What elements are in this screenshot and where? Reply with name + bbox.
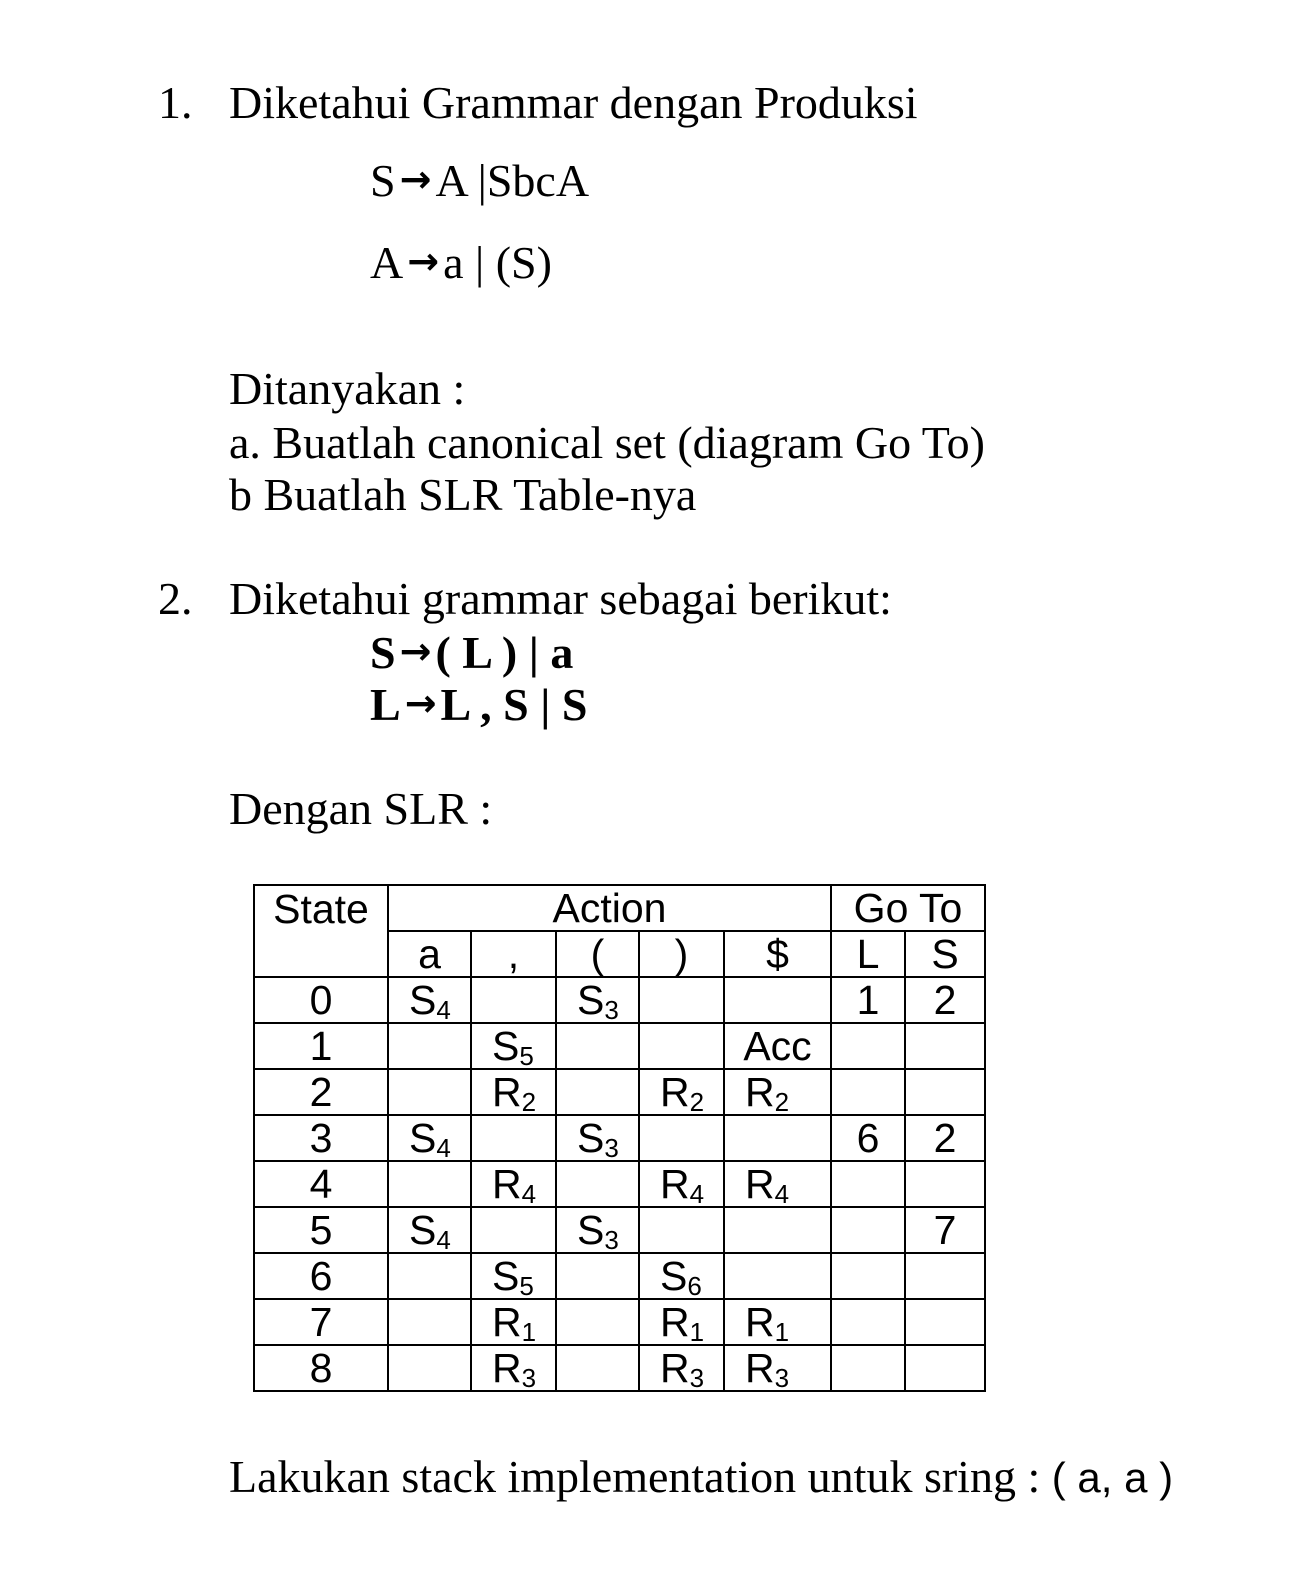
action-target: 1 (521, 1316, 537, 1347)
production-q1-1 (370, 155, 590, 206)
action-cell (471, 1115, 556, 1161)
table-row (254, 1069, 985, 1115)
production-q1-2 (370, 237, 552, 288)
action-cell (639, 1207, 724, 1253)
goto-cell: 7 (905, 1207, 985, 1253)
action-cell (639, 1115, 724, 1161)
action-type: R (492, 1298, 522, 1345)
action-cell (556, 1299, 639, 1345)
arrow-icon: → (404, 681, 437, 725)
action-target: 1 (689, 1316, 705, 1347)
action-cell (471, 1253, 556, 1299)
col-header-comma: , (471, 931, 556, 977)
action-target: 4 (774, 1178, 790, 1209)
action-cell (388, 1207, 471, 1253)
action-type: R (745, 1160, 775, 1207)
action-type: R (492, 1344, 522, 1391)
action-type: R (492, 1160, 522, 1207)
action-cell (556, 977, 639, 1023)
action-cell (724, 1069, 831, 1115)
action-cell (639, 1069, 724, 1115)
action-cell (556, 1023, 639, 1069)
slr-table (253, 884, 986, 1392)
production-rhs: ( L ) | a (435, 627, 574, 678)
question-2-number: 2. (158, 573, 193, 624)
action-cell (556, 1207, 639, 1253)
goto-cell (831, 1207, 905, 1253)
goto-cell (831, 1253, 905, 1299)
arrow-icon: → (407, 239, 440, 283)
action-target: 3 (774, 1362, 790, 1393)
goto-cell (831, 1299, 905, 1345)
action-cell (639, 1023, 724, 1069)
table-row (254, 1115, 985, 1161)
action-cell (724, 977, 831, 1023)
action-cell: Acc (724, 1023, 831, 1069)
goto-cell (905, 1161, 985, 1207)
goto-cell: 6 (831, 1115, 905, 1161)
table-row (254, 1345, 985, 1391)
state-cell: 3 (254, 1115, 388, 1161)
state-cell: 1 (254, 1023, 388, 1069)
header-state: State (254, 885, 388, 977)
table-row (254, 1207, 985, 1253)
table-row (254, 1253, 985, 1299)
table-row (254, 1023, 985, 1069)
production-rhs: a | (S) (443, 237, 552, 288)
production-lhs: A (370, 237, 404, 288)
action-type: S (577, 1114, 605, 1161)
action-cell (556, 1069, 639, 1115)
goto-cell: 1 (831, 977, 905, 1023)
action-type: S (577, 1206, 605, 1253)
action-cell (471, 1345, 556, 1391)
action-target: 1 (774, 1316, 790, 1347)
goto-cell (831, 1161, 905, 1207)
question-1-number: 1. (158, 77, 193, 128)
goto-cell (831, 1345, 905, 1391)
action-type: S (577, 976, 605, 1023)
action-type: R (492, 1068, 522, 1115)
goto-cell (905, 1023, 985, 1069)
action-type: S (492, 1022, 520, 1069)
action-cell (388, 1161, 471, 1207)
action-target: 3 (604, 994, 619, 1025)
action-cell (388, 1069, 471, 1115)
action-cell (556, 1253, 639, 1299)
action-cell (556, 1345, 639, 1391)
action-cell (388, 1023, 471, 1069)
col-header-dollar: $ (724, 931, 831, 977)
col-header-L: L (831, 931, 905, 977)
action-type: R (660, 1068, 690, 1115)
goto-cell: 2 (905, 1115, 985, 1161)
action-target: 5 (519, 1040, 534, 1071)
action-type: R (660, 1298, 690, 1345)
slr-label: Dengan SLR : (229, 783, 493, 834)
task-a: a. Buatlah canonical set (diagram Go To) (229, 417, 985, 468)
action-target: 5 (519, 1270, 534, 1301)
action-cell (724, 1115, 831, 1161)
action-cell (471, 1161, 556, 1207)
action-type: S (492, 1252, 520, 1299)
goto-cell (905, 1345, 985, 1391)
table-row (254, 977, 985, 1023)
action-target: 3 (604, 1132, 619, 1163)
table-row (254, 1299, 985, 1345)
action-target: 3 (521, 1362, 537, 1393)
production-lhs: S (370, 627, 396, 678)
production-lhs: L (370, 679, 401, 730)
action-type: R (660, 1344, 690, 1391)
action-target: 2 (689, 1086, 705, 1117)
state-cell: 6 (254, 1253, 388, 1299)
final-text: Lakukan stack implementation untuk sring : (229, 1451, 1052, 1502)
action-type: S (660, 1252, 688, 1299)
action-cell (556, 1161, 639, 1207)
action-cell (724, 1253, 831, 1299)
production-lhs: S (370, 155, 396, 206)
action-type: R (660, 1160, 690, 1207)
action-type: S (409, 1114, 437, 1161)
action-target: 3 (689, 1362, 705, 1393)
header-action: Action (388, 885, 831, 931)
production-rhs: A |SbcA (435, 155, 590, 206)
action-cell (639, 1345, 724, 1391)
action-cell (724, 1345, 831, 1391)
production-q2-1 (370, 627, 574, 678)
action-target: 4 (436, 994, 451, 1025)
production-rhs: L , S | S (440, 679, 588, 730)
task-b: b Buatlah SLR Table-nya (229, 469, 697, 520)
action-cell (639, 1299, 724, 1345)
table-row (254, 1161, 985, 1207)
action-cell (471, 977, 556, 1023)
action-cell (724, 1161, 831, 1207)
col-header-rparen: ) (639, 931, 724, 977)
action-target: 2 (774, 1086, 790, 1117)
action-cell (388, 1299, 471, 1345)
action-target: 3 (604, 1224, 619, 1255)
action-type: R (745, 1298, 775, 1345)
action-type: R (745, 1068, 775, 1115)
state-cell: 4 (254, 1161, 388, 1207)
final-string: ( a, a ) (1051, 1454, 1174, 1501)
col-header-a: a (388, 931, 471, 977)
action-target: 4 (689, 1178, 705, 1209)
action-cell (388, 977, 471, 1023)
col-header-S: S (905, 931, 985, 977)
action-cell (639, 1253, 724, 1299)
state-cell: 7 (254, 1299, 388, 1345)
goto-cell (831, 1023, 905, 1069)
action-type: R (745, 1344, 775, 1391)
action-cell (724, 1207, 831, 1253)
question-1-title: Diketahui Grammar dengan Produksi (229, 77, 918, 128)
goto-cell: 2 (905, 977, 985, 1023)
action-target: 6 (687, 1270, 702, 1301)
action-cell (556, 1115, 639, 1161)
action-target: 2 (521, 1086, 537, 1117)
state-cell: 5 (254, 1207, 388, 1253)
production-q2-2 (370, 679, 588, 730)
action-target: 4 (436, 1132, 451, 1163)
header-goto: Go To (831, 885, 985, 931)
arrow-icon: → (399, 629, 432, 673)
action-cell (471, 1069, 556, 1115)
final-instruction (229, 1451, 1174, 1502)
action-cell (471, 1207, 556, 1253)
action-type: S (409, 976, 437, 1023)
state-cell: 8 (254, 1345, 388, 1391)
action-cell (471, 1023, 556, 1069)
asked-label: Ditanyakan : (229, 363, 466, 414)
goto-cell (905, 1069, 985, 1115)
action-cell (388, 1115, 471, 1161)
question-2-title: Diketahui grammar sebagai berikut: (229, 573, 892, 624)
goto-cell (905, 1299, 985, 1345)
action-cell (639, 977, 724, 1023)
goto-cell (831, 1069, 905, 1115)
action-target: 4 (521, 1178, 537, 1209)
col-header-lparen: ( (556, 931, 639, 977)
state-cell: 2 (254, 1069, 388, 1115)
state-cell: 0 (254, 977, 388, 1023)
action-cell (724, 1299, 831, 1345)
action-cell (388, 1345, 471, 1391)
goto-cell (905, 1253, 985, 1299)
action-target: 4 (436, 1224, 451, 1255)
action-cell (639, 1161, 724, 1207)
action-type: S (409, 1206, 437, 1253)
arrow-icon: → (399, 157, 432, 201)
action-cell (388, 1253, 471, 1299)
action-cell (471, 1299, 556, 1345)
